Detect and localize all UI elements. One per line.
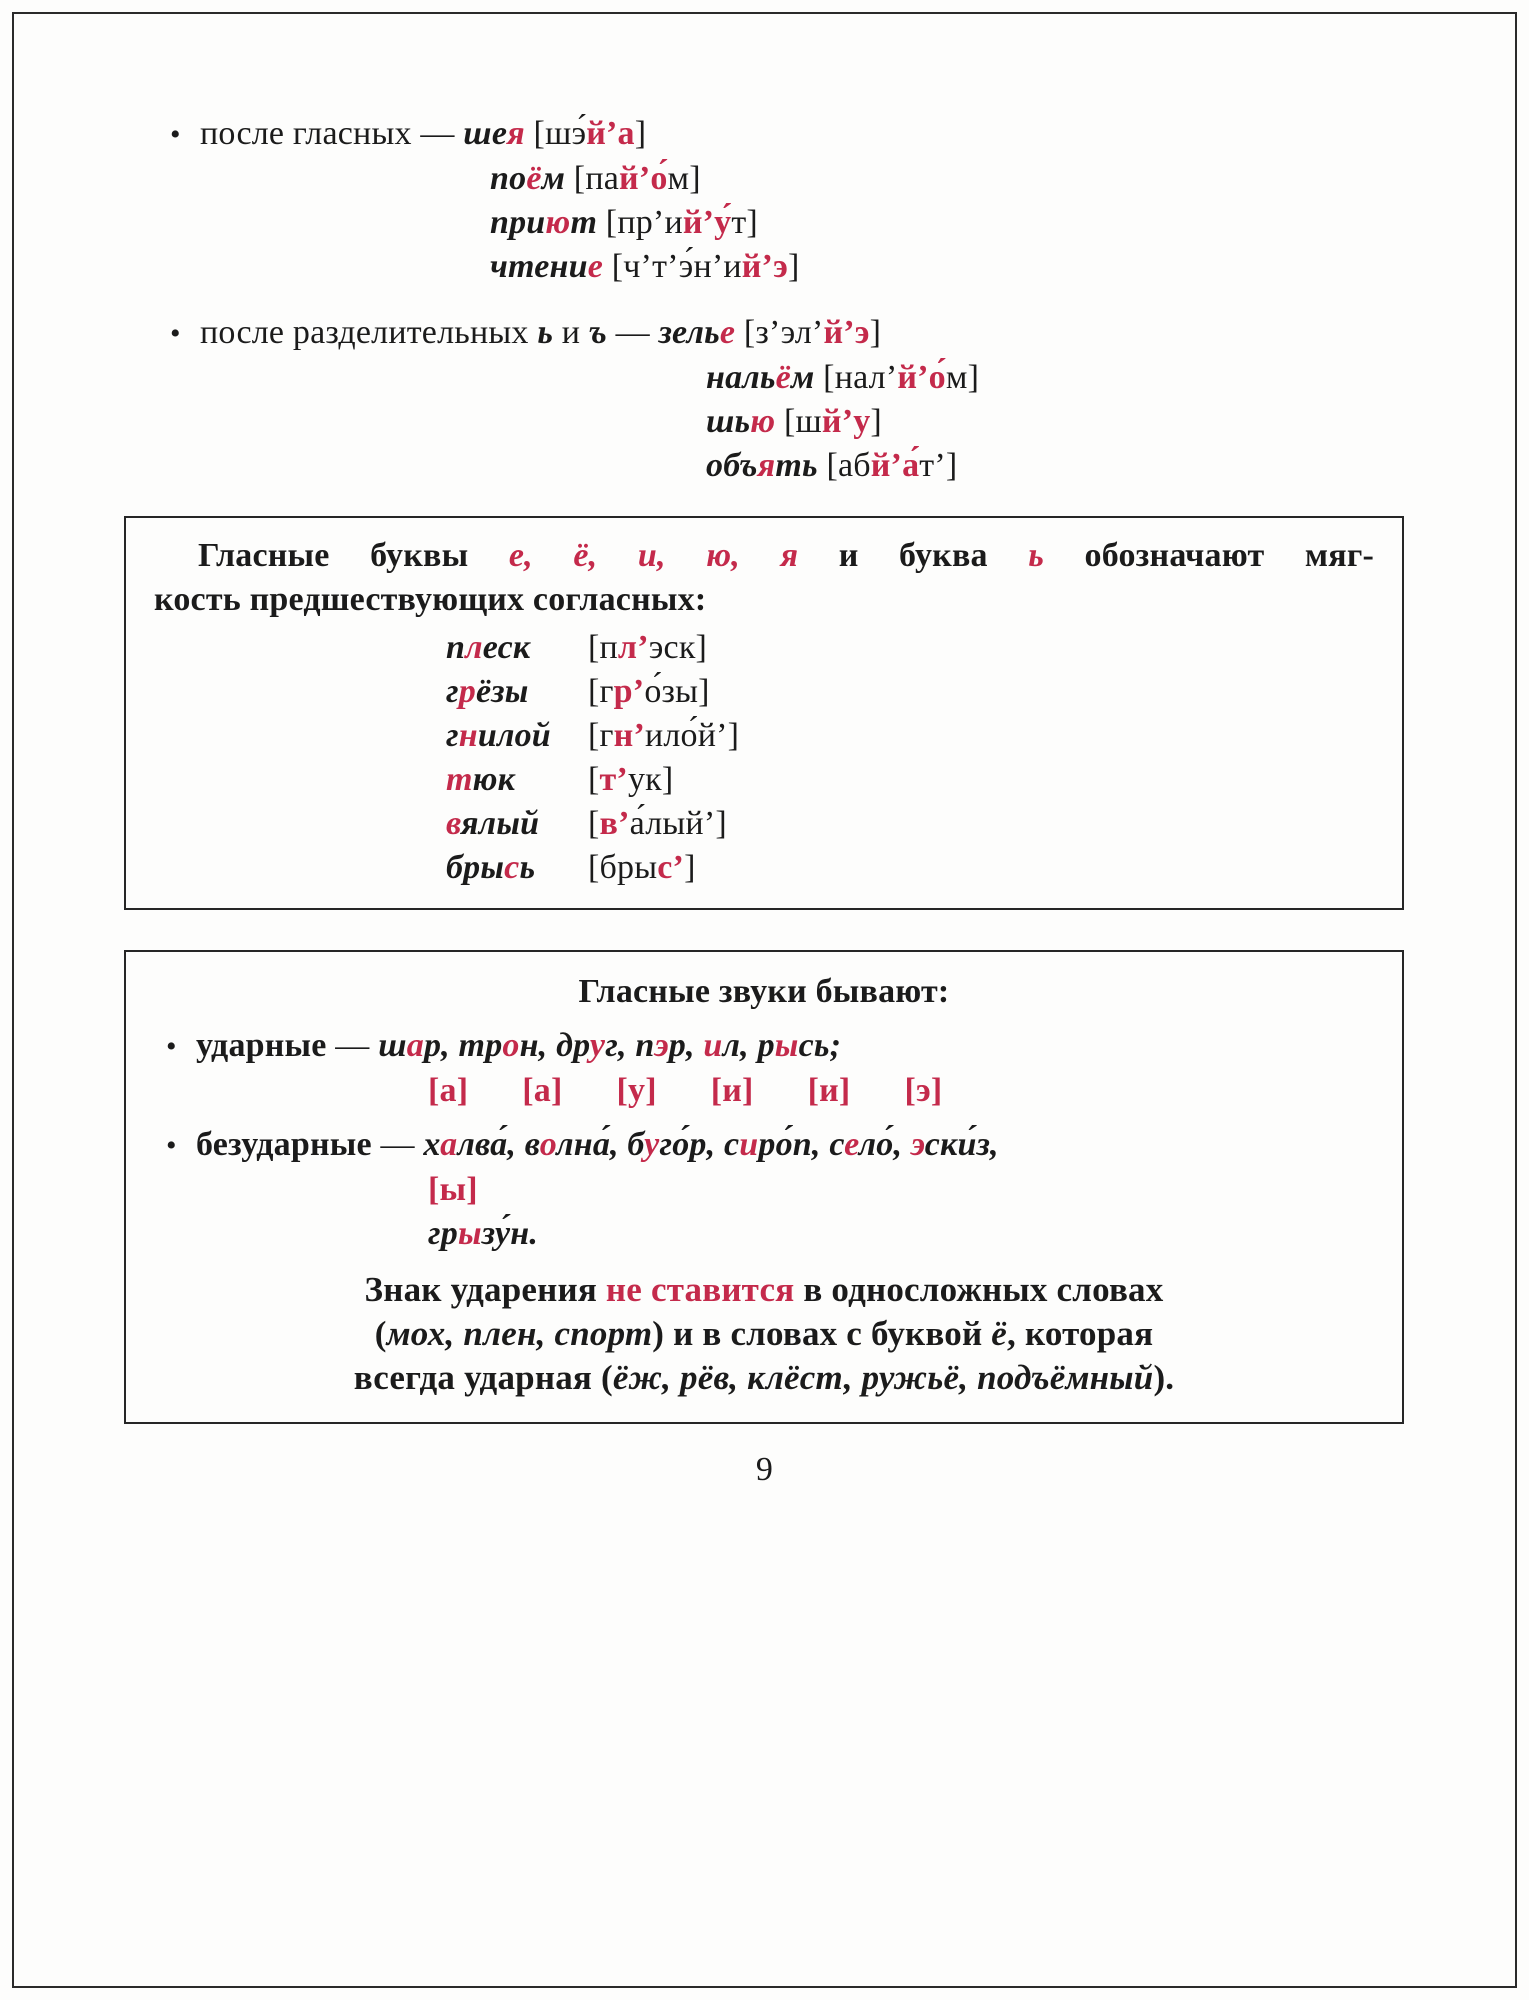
transcription-cell: [т’ук] (588, 761, 674, 798)
bullet-icon: • (166, 1129, 177, 1162)
note-line: Знак ударения не ставится в односложных словах (364, 1270, 1164, 1309)
word-cell: брысь (446, 849, 536, 886)
sound-token: [э] (904, 1072, 943, 1109)
word-cell: вялый (446, 805, 540, 842)
example-line: чтение [ч’т’э́н’ий’э] (490, 248, 800, 285)
example-line: объять [абй’а́т’] (706, 447, 958, 484)
stressed-vowels-line (166, 1024, 1372, 1069)
word-cell: плеск (446, 629, 531, 666)
word-cell: грёзы (446, 673, 529, 710)
transcription-cell: [гн’ило́й’] (588, 717, 740, 754)
example-line: ударные — шар, трон, друг, пэр, ил, рысь; (196, 1027, 842, 1064)
bullet-item-after-vowels (170, 112, 1529, 157)
example-line: шью [шй’у] (706, 403, 882, 440)
bullet-icon: • (166, 1030, 177, 1063)
example-row (446, 626, 1374, 670)
rule-title-line: кость предшествующих согласных: (154, 581, 707, 618)
rule-box-vowel-sounds (124, 950, 1404, 1424)
example-row (446, 846, 1374, 890)
transcription-cell: [в’а́лый’] (588, 805, 727, 842)
transcription-cell: [гр’о́зы] (588, 673, 710, 710)
box-title: Гласные звуки бывают: (578, 973, 950, 1010)
note-line: всегда ударная (ёж, рёв, клёст, ружьё, подъёмный). (353, 1358, 1175, 1397)
example-line: нальём [нал’й’о́м] (706, 359, 980, 396)
example-row (446, 714, 1374, 758)
sound-token: [у] (616, 1072, 657, 1109)
transcription-cell: [пл’эск] (588, 629, 708, 666)
stress-mark-note (156, 1268, 1372, 1400)
example-row (446, 802, 1374, 846)
unstressed-sound-row (428, 1069, 1372, 1113)
rule-title-line: Гласные буквы е, ё, и, ю, я и буква ь обозначают мяг- (198, 537, 1375, 574)
example-line: поём [пай’о́м] (490, 160, 701, 197)
word-cell: гнилой (446, 717, 551, 754)
sound-y-token: [ы] (428, 1171, 478, 1208)
examples-table (446, 626, 1374, 890)
example-line: после разделительных ь и ъ — зелье [з’эл’й’э] (200, 314, 882, 351)
sound-token: [и] (807, 1072, 851, 1109)
example-line: безударные — халва́, волна́, буго́р, сиро́п, село́, эски́з, (196, 1126, 999, 1163)
bullet-icon: • (170, 118, 181, 151)
word-cell: тюк (446, 761, 516, 798)
unstressed-vowels-line (166, 1123, 1372, 1168)
sound-token: [а] (522, 1072, 563, 1109)
example-row (446, 670, 1374, 714)
spacer (170, 289, 1529, 311)
intro-section (170, 112, 1529, 488)
gryzun-line: грызу́н. (428, 1215, 539, 1252)
sound-token: [и] (710, 1072, 754, 1109)
page-number: 9 (755, 1451, 774, 1488)
bullet-item-after-signs (170, 311, 1529, 356)
bullet-icon: • (170, 317, 181, 350)
sound-token: [а] (428, 1072, 469, 1109)
note-line: (мох, плен, спорт) и в словах с буквой ё, которая (374, 1314, 1154, 1353)
example-line: после гласных — шея [шэ́й’а] (200, 115, 647, 152)
example-row (446, 758, 1374, 802)
rule-box-soft-consonants (124, 516, 1404, 910)
example-line: приют [пр’ий’у́т] (490, 204, 758, 241)
transcription-cell: [брыс’] (588, 849, 696, 886)
